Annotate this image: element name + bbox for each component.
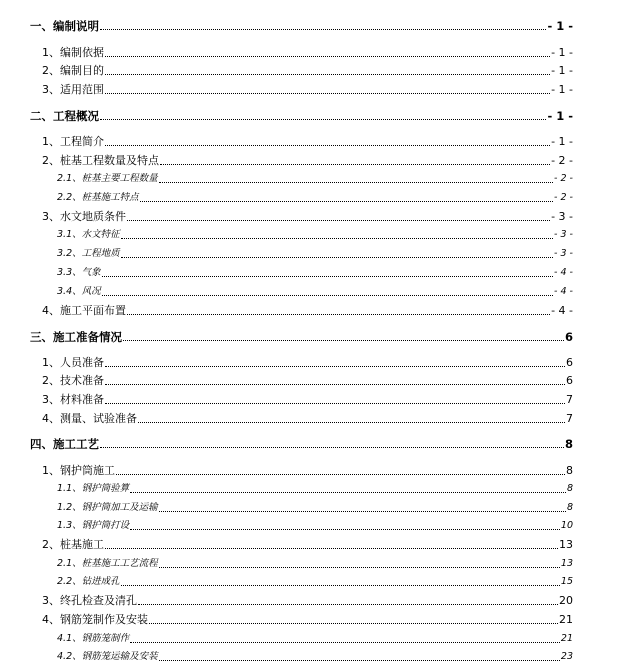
toc-entry-title: 1、钢护筒施工 (42, 464, 115, 477)
toc-page-number: - 1 - (547, 19, 573, 33)
toc-entry-title: 2.2、钻进成孔 (57, 576, 120, 587)
toc-page-number: 8 (566, 464, 573, 477)
toc-page-number: 8 (566, 502, 573, 513)
toc-entry[interactable] (0, 168, 620, 186)
toc-dot-leader (138, 604, 558, 605)
toc-dot-leader (105, 56, 550, 57)
toc-page-number: - 3 - (554, 248, 573, 259)
toc-entry[interactable] (0, 150, 620, 168)
toc-dot-leader (130, 529, 560, 530)
toc-entry-title: 3、材料准备 (42, 393, 104, 406)
toc-dot-leader (159, 660, 560, 661)
toc-dot-leader (159, 567, 560, 568)
toc-entry-title: 1、人员准备 (42, 356, 104, 369)
toc-entry[interactable] (0, 460, 620, 478)
toc-entry-title: 1.3、钢护筒打设 (57, 520, 130, 531)
toc-dot-leader (116, 474, 565, 475)
toc-entry[interactable] (0, 571, 620, 589)
toc-entry[interactable] (0, 105, 620, 123)
toc-entry-title: 2、技术准备 (42, 374, 104, 387)
toc-dot-leader (100, 447, 564, 448)
toc-entry[interactable] (0, 590, 620, 608)
toc-entry[interactable] (0, 433, 620, 451)
toc-entry-title: 2.1、桩基施工工艺流程 (57, 558, 158, 569)
toc-entry[interactable] (0, 131, 620, 149)
toc-dot-leader (100, 29, 546, 30)
toc-entry[interactable] (0, 370, 620, 388)
toc-entry-title: 3.1、水文特征 (57, 229, 120, 240)
toc-page-number: - 1 - (547, 109, 573, 123)
toc-entry[interactable] (0, 646, 620, 664)
toc-dot-leader (123, 340, 564, 341)
toc-entry-title: 3.4、风况 (57, 286, 101, 297)
toc-entry-title: 2、编制目的 (42, 64, 104, 77)
toc-page-number: 21 (559, 613, 573, 626)
toc-dot-leader (105, 384, 565, 385)
toc-dot-leader (105, 93, 550, 94)
toc-page-number: 7 (566, 412, 573, 425)
toc-entry[interactable] (0, 408, 620, 426)
toc-page-number: - 4 - (554, 267, 573, 278)
toc-page-number: - 4 - (554, 286, 573, 297)
toc-entry-title: 3、适用范围 (42, 83, 104, 96)
toc-entry-title: 1、工程简介 (42, 135, 104, 148)
toc-entry-title: 2、桩基工程数量及特点 (42, 154, 159, 167)
toc-entry[interactable] (0, 326, 620, 344)
toc-entry[interactable] (0, 262, 620, 280)
toc-entry-title: 一、编制说明 (30, 19, 99, 33)
toc-dot-leader (127, 314, 550, 315)
toc-entry-title: 3.3、气象 (57, 267, 101, 278)
toc-entry-title: 4、施工平面布置 (42, 304, 126, 317)
toc-entry[interactable] (0, 206, 620, 224)
toc-dot-leader (105, 145, 550, 146)
toc-dot-leader (105, 74, 550, 75)
toc-dot-leader (159, 511, 566, 512)
toc-entry[interactable] (0, 389, 620, 407)
toc-entry-title: 四、施工工艺 (30, 437, 99, 451)
toc-dot-leader (149, 623, 558, 624)
toc-dot-leader (100, 119, 546, 120)
toc-entry-title: 3、水文地质条件 (42, 210, 126, 223)
toc-entry[interactable] (0, 60, 620, 78)
toc-entry-title: 1、编制依据 (42, 46, 104, 59)
toc-entry-title: 2.1、桩基主要工程数量 (57, 173, 158, 184)
toc-dot-leader (138, 422, 565, 423)
toc-dot-leader (140, 201, 553, 202)
toc-entry-title: 4、测量、试验准备 (42, 412, 137, 425)
toc-entry[interactable] (0, 79, 620, 97)
toc-dot-leader (105, 403, 565, 404)
toc-dot-leader (102, 295, 553, 296)
toc-dot-leader (127, 220, 550, 221)
toc-page-number: - 3 - (551, 210, 573, 223)
toc-dot-leader (121, 257, 553, 258)
toc-entry-title: 3、终孔检查及清孔 (42, 594, 137, 607)
toc-dot-leader (130, 642, 560, 643)
toc-entry[interactable] (0, 628, 620, 646)
toc-page-number: 7 (566, 393, 573, 406)
toc-entry[interactable] (0, 42, 620, 60)
toc-page-number: - 1 - (551, 83, 573, 96)
toc-page-number: - 4 - (551, 304, 573, 317)
toc-dot-leader (105, 548, 558, 549)
toc-page-number: - 1 - (551, 64, 573, 77)
toc-page-number: - 1 - (551, 46, 573, 59)
toc-page-number: 10 (560, 520, 573, 531)
toc-dot-leader (130, 492, 566, 493)
toc-entry[interactable] (0, 609, 620, 627)
toc-page-number: 13 (559, 538, 573, 551)
toc-dot-leader (102, 276, 553, 277)
toc-entry[interactable] (0, 243, 620, 261)
toc-entry-title: 三、施工准备情况 (30, 330, 122, 344)
toc-page-number: - 2 - (551, 154, 573, 167)
toc-page-number: 6 (566, 356, 573, 369)
toc-page-number: - 2 - (554, 173, 573, 184)
toc-entry-title: 3.2、工程地质 (57, 248, 120, 259)
toc-entry-title: 4.1、钢筋笼制作 (57, 633, 130, 644)
toc-dot-leader (121, 585, 560, 586)
toc-entry-title: 二、工程概况 (30, 109, 99, 123)
toc-entry[interactable] (0, 515, 620, 533)
toc-entry[interactable] (0, 187, 620, 205)
toc-entry-title: 2、桩基施工 (42, 538, 104, 551)
toc-page-number: 6 (564, 330, 573, 344)
toc-dot-leader (160, 164, 550, 165)
toc-entry[interactable] (0, 478, 620, 496)
toc-dot-leader (105, 366, 565, 367)
toc-entry[interactable] (0, 224, 620, 242)
toc-entry[interactable] (0, 281, 620, 299)
toc-entry[interactable] (0, 15, 620, 33)
toc-page-number: 13 (560, 558, 573, 569)
toc-page-number: - 1 - (551, 135, 573, 148)
toc-entry[interactable] (0, 300, 620, 318)
toc-page-number: 15 (560, 576, 573, 587)
toc-entry[interactable] (0, 534, 620, 552)
toc-dot-leader (159, 182, 553, 183)
toc-page-number: 8 (566, 483, 573, 494)
toc-entry-title: 4、钢筋笼制作及安装 (42, 613, 148, 626)
toc-page-number: 8 (564, 437, 573, 451)
toc-page-number: 20 (559, 594, 573, 607)
toc-entry-title: 1.2、钢护筒加工及运输 (57, 502, 158, 513)
toc-page-number: 23 (560, 651, 573, 662)
toc-page-number: 21 (560, 633, 573, 644)
toc-entry-title: 2.2、桩基施工特点 (57, 192, 139, 203)
toc-page-number: 6 (566, 374, 573, 387)
toc-page-number: - 3 - (554, 229, 573, 240)
toc-page-number: - 2 - (554, 192, 573, 203)
toc-entry[interactable] (0, 497, 620, 515)
toc-entry-title: 1.1、钢护筒验算 (57, 483, 130, 494)
toc-dot-leader (121, 238, 553, 239)
toc-entry[interactable] (0, 352, 620, 370)
toc-entry[interactable] (0, 553, 620, 571)
toc-entry-title: 4.2、钢筋笼运输及安装 (57, 651, 158, 662)
